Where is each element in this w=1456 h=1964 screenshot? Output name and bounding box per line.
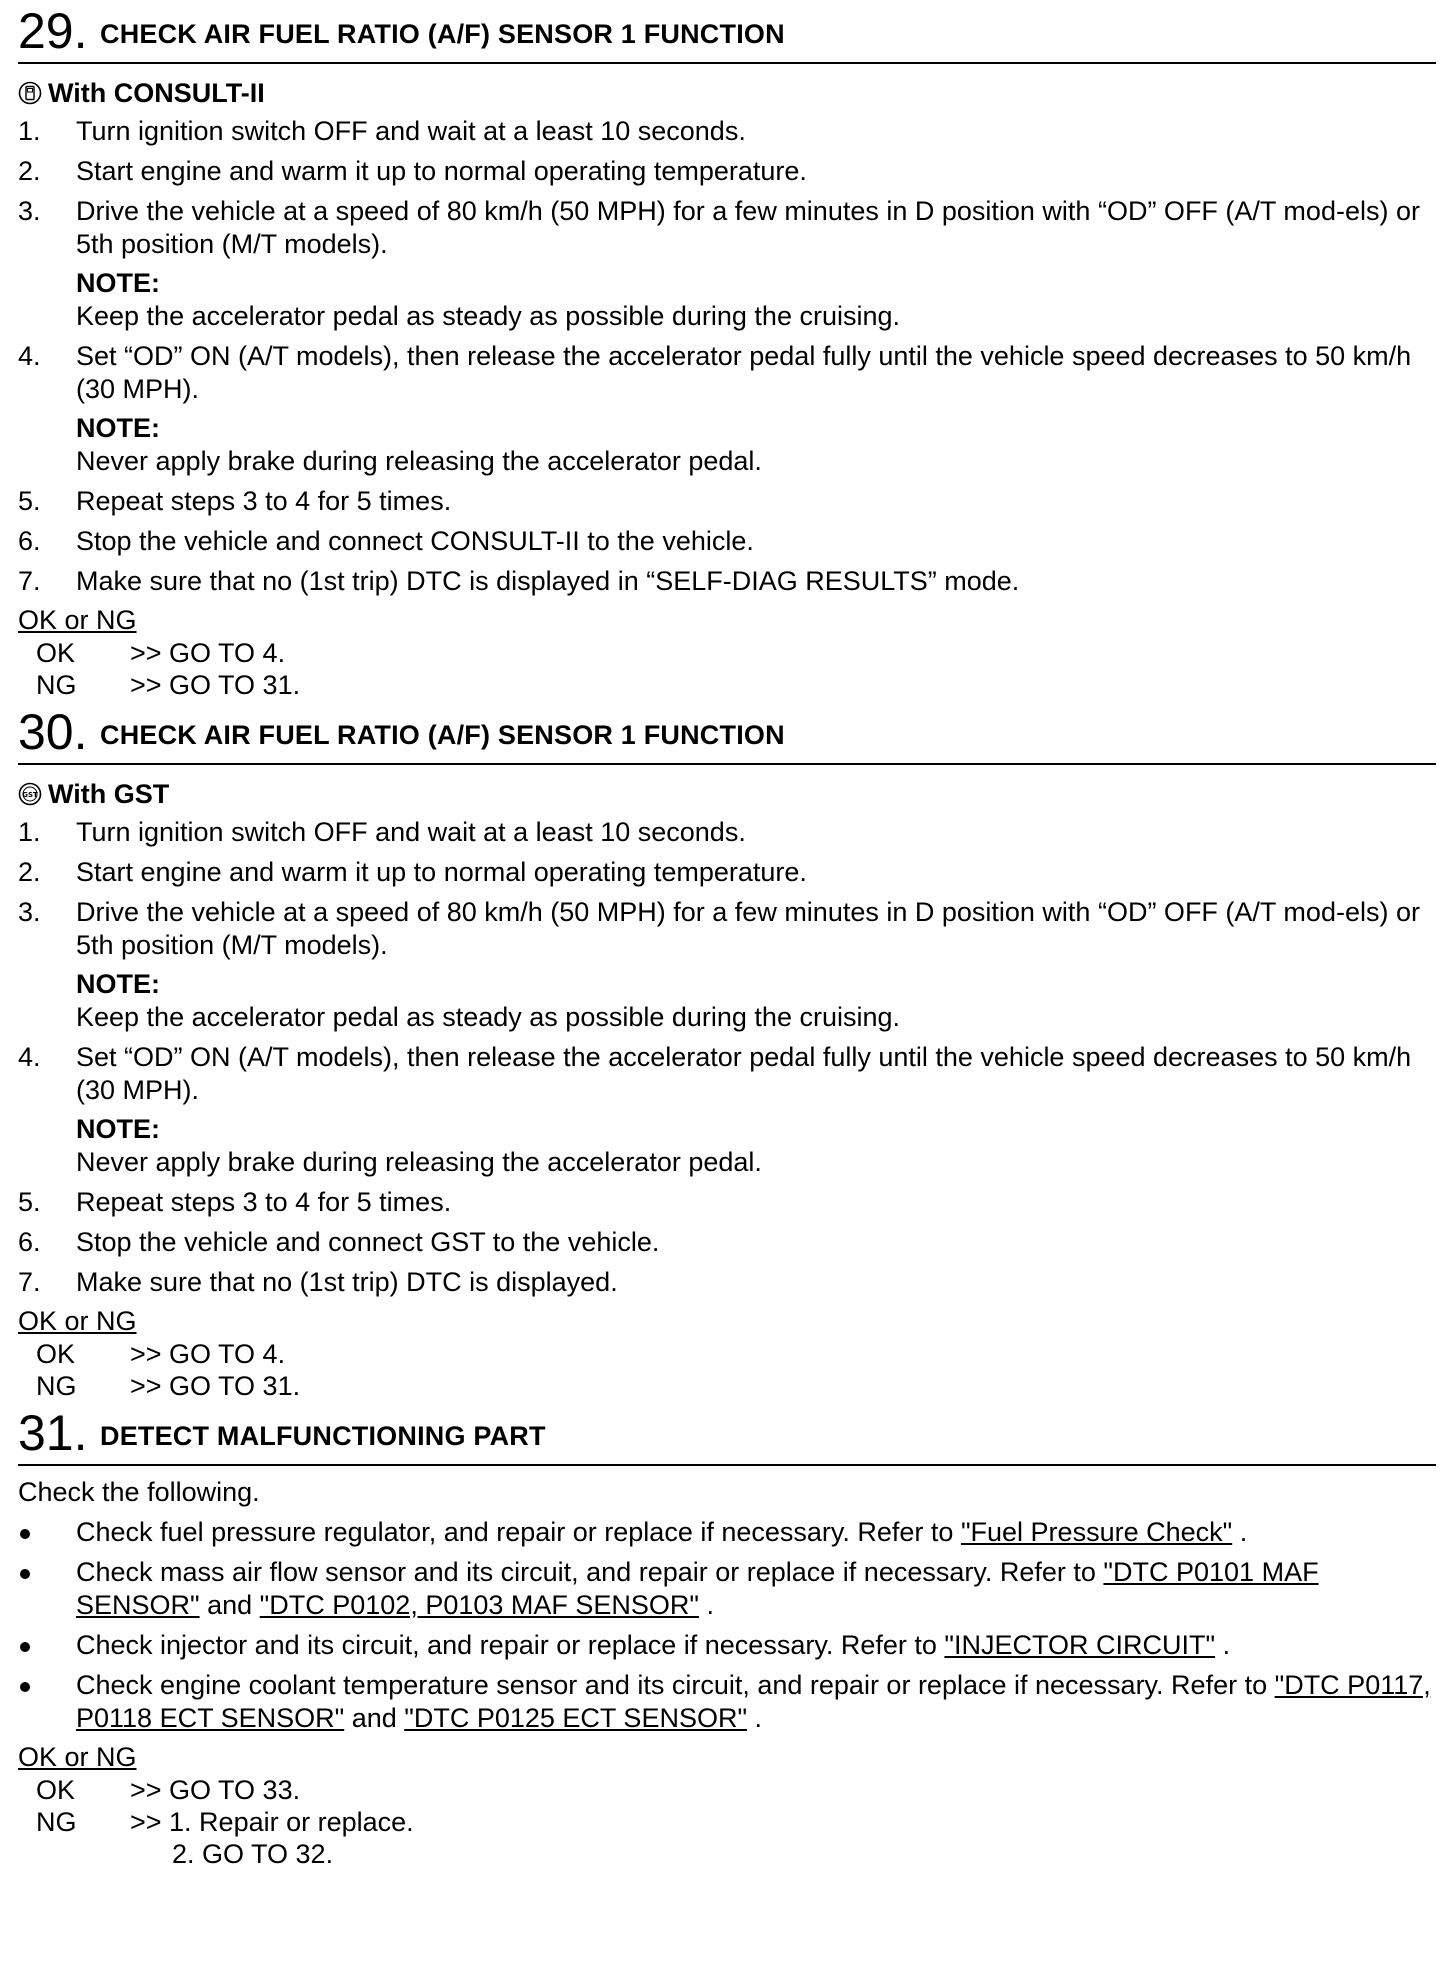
result-ok: OK >> GO TO 4. xyxy=(36,638,286,668)
section-header xyxy=(18,701,1436,765)
link-dtc-p0117-p0118[interactable]: "DTC P0117, P0118 ECT SENSOR" xyxy=(76,1670,1431,1733)
tool-label: With CONSULT-II xyxy=(48,77,265,108)
tool-line xyxy=(18,779,1436,809)
list-item: 3. Drive the vehicle at a speed of 80 km/h (50 MPH) for a few minutes in D position with “OD” OFF (A/T mod-els) or 5th position (M/T models). NOTE: Keep the accelerator pedal as steady as possible during the cruising. xyxy=(18,195,1436,333)
gst-tool-icon xyxy=(18,782,42,806)
list-item: Check injector and its circuit, and repair or replace if necessary. Refer to "INJECTOR CIRCUIT" . xyxy=(18,1629,1436,1662)
list-item: Check engine coolant temperature sensor and its circuit, and repair or replace if necessary. Refer to "DTC P0117, P0118 ECT SENSOR" and "DTC P0125 ECT SENSOR" . xyxy=(18,1669,1436,1735)
list-item: 5. Repeat steps 3 to 4 for 5 times. xyxy=(18,486,452,516)
link-dtc-p0102-p0103[interactable]: "DTC P0102, P0103 MAF SENSOR" xyxy=(259,1590,700,1620)
list-item: 6. Stop the vehicle and connect CONSULT-II to the vehicle. xyxy=(18,526,754,556)
svg-text:GST: GST xyxy=(22,791,38,799)
list-item: 4. Set “OD” ON (A/T models), then release the accelerator pedal fully until the vehicle speed decreases to 50 km/h (30 MPH). NOTE: Never apply brake during releasing the accelerator pedal. xyxy=(18,1041,1436,1179)
list-item: Check fuel pressure regulator, and repair or replace if necessary. Refer to "Fuel Pressure Check" . xyxy=(18,1516,1436,1549)
consult-tool-icon xyxy=(18,81,42,105)
bullet-icon xyxy=(20,1682,30,1692)
step-list xyxy=(18,115,1436,598)
list-item: Check mass air flow sensor and its circuit, and repair or replace if necessary. Refer to "DTC P0101 MAF SENSOR" and "DTC P0102, P0103 MAF SENSOR" . xyxy=(18,1556,1436,1622)
note-text: Keep the accelerator pedal as steady as possible during the cruising. xyxy=(76,301,901,331)
section-number: 30. xyxy=(18,704,88,760)
list-item: 5. Repeat steps 3 to 4 for 5 times. xyxy=(18,1187,452,1217)
link-dtc-p0101[interactable]: "DTC P0101 MAF SENSOR" xyxy=(76,1557,1319,1620)
result-table xyxy=(36,637,1436,701)
list-item: 7. Make sure that no (1st trip) DTC is displayed. xyxy=(18,1267,618,1297)
bullet-icon xyxy=(20,1569,30,1579)
note-label: NOTE: xyxy=(76,1114,160,1144)
ok-or-ng-label: OK or NG xyxy=(18,605,137,635)
note-text: Never apply brake during releasing the accelerator pedal. xyxy=(76,1147,762,1177)
bullet-icon xyxy=(20,1529,30,1539)
section-header xyxy=(18,0,1436,64)
link-dtc-p0125[interactable]: "DTC P0125 ECT SENSOR" xyxy=(404,1703,748,1733)
list-item: 1. Turn ignition switch OFF and wait at a least 10 seconds. xyxy=(18,116,746,146)
document-page xyxy=(18,0,1436,1870)
section-title: DETECT MALFUNCTIONING PART xyxy=(100,1421,546,1451)
section-title: CHECK AIR FUEL RATIO (A/F) SENSOR 1 FUNCTION xyxy=(100,720,785,750)
list-item: 2. Start engine and warm it up to normal operating temperature. xyxy=(18,857,807,887)
note-label: NOTE: xyxy=(76,413,160,443)
result-table xyxy=(36,1338,1436,1402)
section-29 xyxy=(18,0,1436,701)
ok-or-ng-label: OK or NG xyxy=(18,1742,137,1772)
list-item: 7. Make sure that no (1st trip) DTC is displayed in “SELF-DIAG RESULTS” mode. xyxy=(18,566,1020,596)
section-31 xyxy=(18,1402,1436,1870)
note-label: NOTE: xyxy=(76,969,160,999)
section-header xyxy=(18,1402,1436,1466)
tool-label: With GST xyxy=(48,778,170,809)
list-item: 4. Set “OD” ON (A/T models), then release the accelerator pedal fully until the vehicle speed decreases to 50 km/h (30 MPH). NOTE: Never apply brake during releasing the accelerator pedal. xyxy=(18,340,1436,478)
section-number: 31. xyxy=(18,1405,88,1461)
note-label: NOTE: xyxy=(76,268,160,298)
result-ok: OK >> GO TO 33. xyxy=(36,1775,301,1805)
result-table xyxy=(36,1774,1436,1870)
bullet-list xyxy=(18,1516,1436,1735)
list-item: 2. Start engine and warm it up to normal operating temperature. xyxy=(18,156,807,186)
list-item: 1. Turn ignition switch OFF and wait at a least 10 seconds. xyxy=(18,817,746,847)
result-ng: NG >> 1. Repair or replace. xyxy=(36,1807,414,1837)
list-item: 3. Drive the vehicle at a speed of 80 km/h (50 MPH) for a few minutes in D position with “OD” OFF (A/T mod-els) or 5th position (M/T models). NOTE: Keep the accelerator pedal as steady as possible during the cruising. xyxy=(18,896,1436,1034)
section-title: CHECK AIR FUEL RATIO (A/F) SENSOR 1 FUNCTION xyxy=(100,19,785,49)
result-ng: NG >> GO TO 31. xyxy=(36,1371,301,1401)
section-30 xyxy=(18,701,1436,1402)
step-list xyxy=(18,816,1436,1299)
link-fuel-pressure-check[interactable]: "Fuel Pressure Check" xyxy=(960,1517,1233,1547)
ok-or-ng-label: OK or NG xyxy=(18,1306,137,1336)
section-number: 29. xyxy=(18,3,88,59)
tool-line xyxy=(18,78,1436,108)
list-item: 6. Stop the vehicle and connect GST to the vehicle. xyxy=(18,1227,660,1257)
intro-text: Check the following. xyxy=(18,1477,260,1507)
result-ng: NG >> GO TO 31. xyxy=(36,670,301,700)
note-text: Keep the accelerator pedal as steady as possible during the cruising. xyxy=(76,1002,901,1032)
result-ng-continued: 2. GO TO 32. xyxy=(172,1839,334,1869)
bullet-icon xyxy=(20,1642,30,1652)
result-ok: OK >> GO TO 4. xyxy=(36,1339,286,1369)
link-injector-circuit[interactable]: "INJECTOR CIRCUIT" xyxy=(944,1630,1216,1660)
note-text: Never apply brake during releasing the accelerator pedal. xyxy=(76,446,762,476)
